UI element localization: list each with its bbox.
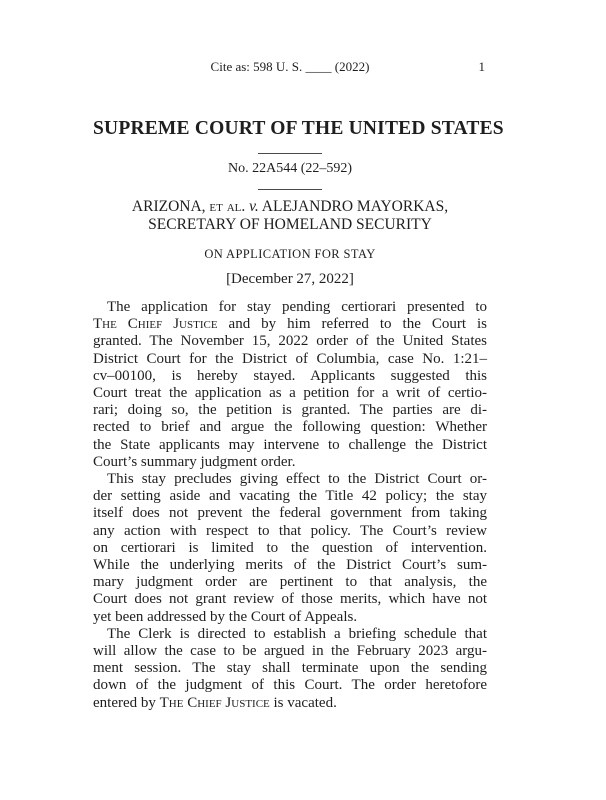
section-divider <box>258 153 322 154</box>
body-line: down of the judgment of this Court. The order heretofore <box>93 677 487 694</box>
body-line: This stay precludes giving effect to the District Court or- <box>107 471 487 488</box>
body-line-text: and by him referred to the Court is <box>217 316 487 333</box>
body-line: The application for stay pending certiorari presented to <box>107 299 487 315</box>
body-line: on certiorari is limited to the question of intervention. <box>93 539 487 556</box>
body-line <box>93 316 487 333</box>
body-line: cv–00100, is hereby stayed. Applicants suggested this <box>93 367 487 384</box>
body-line: itself does not prevent the federal government from taking <box>93 505 487 522</box>
case-title-line2: SECRETARY OF HOMELAND SECURITY <box>148 215 432 233</box>
body-line: Court’s summary judgment order. <box>93 453 296 470</box>
page-content <box>93 0 504 712</box>
opinion-body <box>93 299 487 712</box>
et-al: et al. <box>209 198 246 215</box>
body-line: der setting aside and vacating the Title 42 policy; the stay <box>93 488 487 505</box>
paragraph <box>93 626 487 712</box>
page-header <box>93 59 487 75</box>
body-line: the State applicants may intervene to challenge the District <box>93 436 487 453</box>
body-line: rari; doing so, the petition is granted. The parties are di- <box>93 402 487 419</box>
case-title <box>93 198 487 233</box>
body-line: rected to brief and argue the following question: Whether <box>93 419 487 436</box>
docket-number: No. 22A544 (22–592) <box>227 161 353 176</box>
court-name-title: SUPREME COURT OF THE UNITED STATES <box>93 118 504 139</box>
body-line: Court does not grant review of those merits, which have not <box>93 591 487 608</box>
page-number: 1 <box>478 59 485 74</box>
body-line: yet been addressed by the Court of Appeals. <box>93 608 358 625</box>
respondent: ALEJANDRO MAYORKAS, <box>261 198 449 215</box>
body-line: ment session. The stay shall terminate upon the sending <box>93 660 487 677</box>
chief-justice-smallcaps: The Chief Justice <box>93 316 218 333</box>
chief-justice-smallcaps: The Chief Justice <box>159 694 270 711</box>
paragraph <box>93 299 487 471</box>
versus: v. <box>249 198 259 215</box>
petitioner: ARIZONA, <box>131 198 206 215</box>
body-line: will allow the case to be argued in the February 2023 argu- <box>93 643 487 660</box>
paragraph <box>93 471 487 626</box>
section-divider <box>258 189 322 190</box>
citation-line: Cite as: 598 U. S. ____ (2022) <box>210 59 370 74</box>
body-line-text: entered by <box>93 694 160 711</box>
body-line-text: is vacated. <box>269 694 337 711</box>
decision-date: [December 27, 2022] <box>226 271 354 287</box>
case-title-line1 <box>93 198 487 216</box>
body-line: any action with respect to that policy. The Court’s review <box>93 522 487 539</box>
body-line <box>93 695 487 712</box>
body-line: mary judgment order are pertinent to that analysis, the <box>93 574 487 591</box>
body-line: The Clerk is directed to establish a briefing schedule that <box>107 625 487 642</box>
body-line: While the underlying merits of the District Court’s sum- <box>93 557 487 574</box>
body-line: Court treat the application as a petition for a writ of certio- <box>93 385 487 402</box>
body-line: granted. The November 15, 2022 order of the United States <box>93 333 487 350</box>
body-line: District Court for the District of Columbia, case No. 1:21– <box>93 350 487 367</box>
proceeding-type: ON APPLICATION FOR STAY <box>204 247 376 261</box>
